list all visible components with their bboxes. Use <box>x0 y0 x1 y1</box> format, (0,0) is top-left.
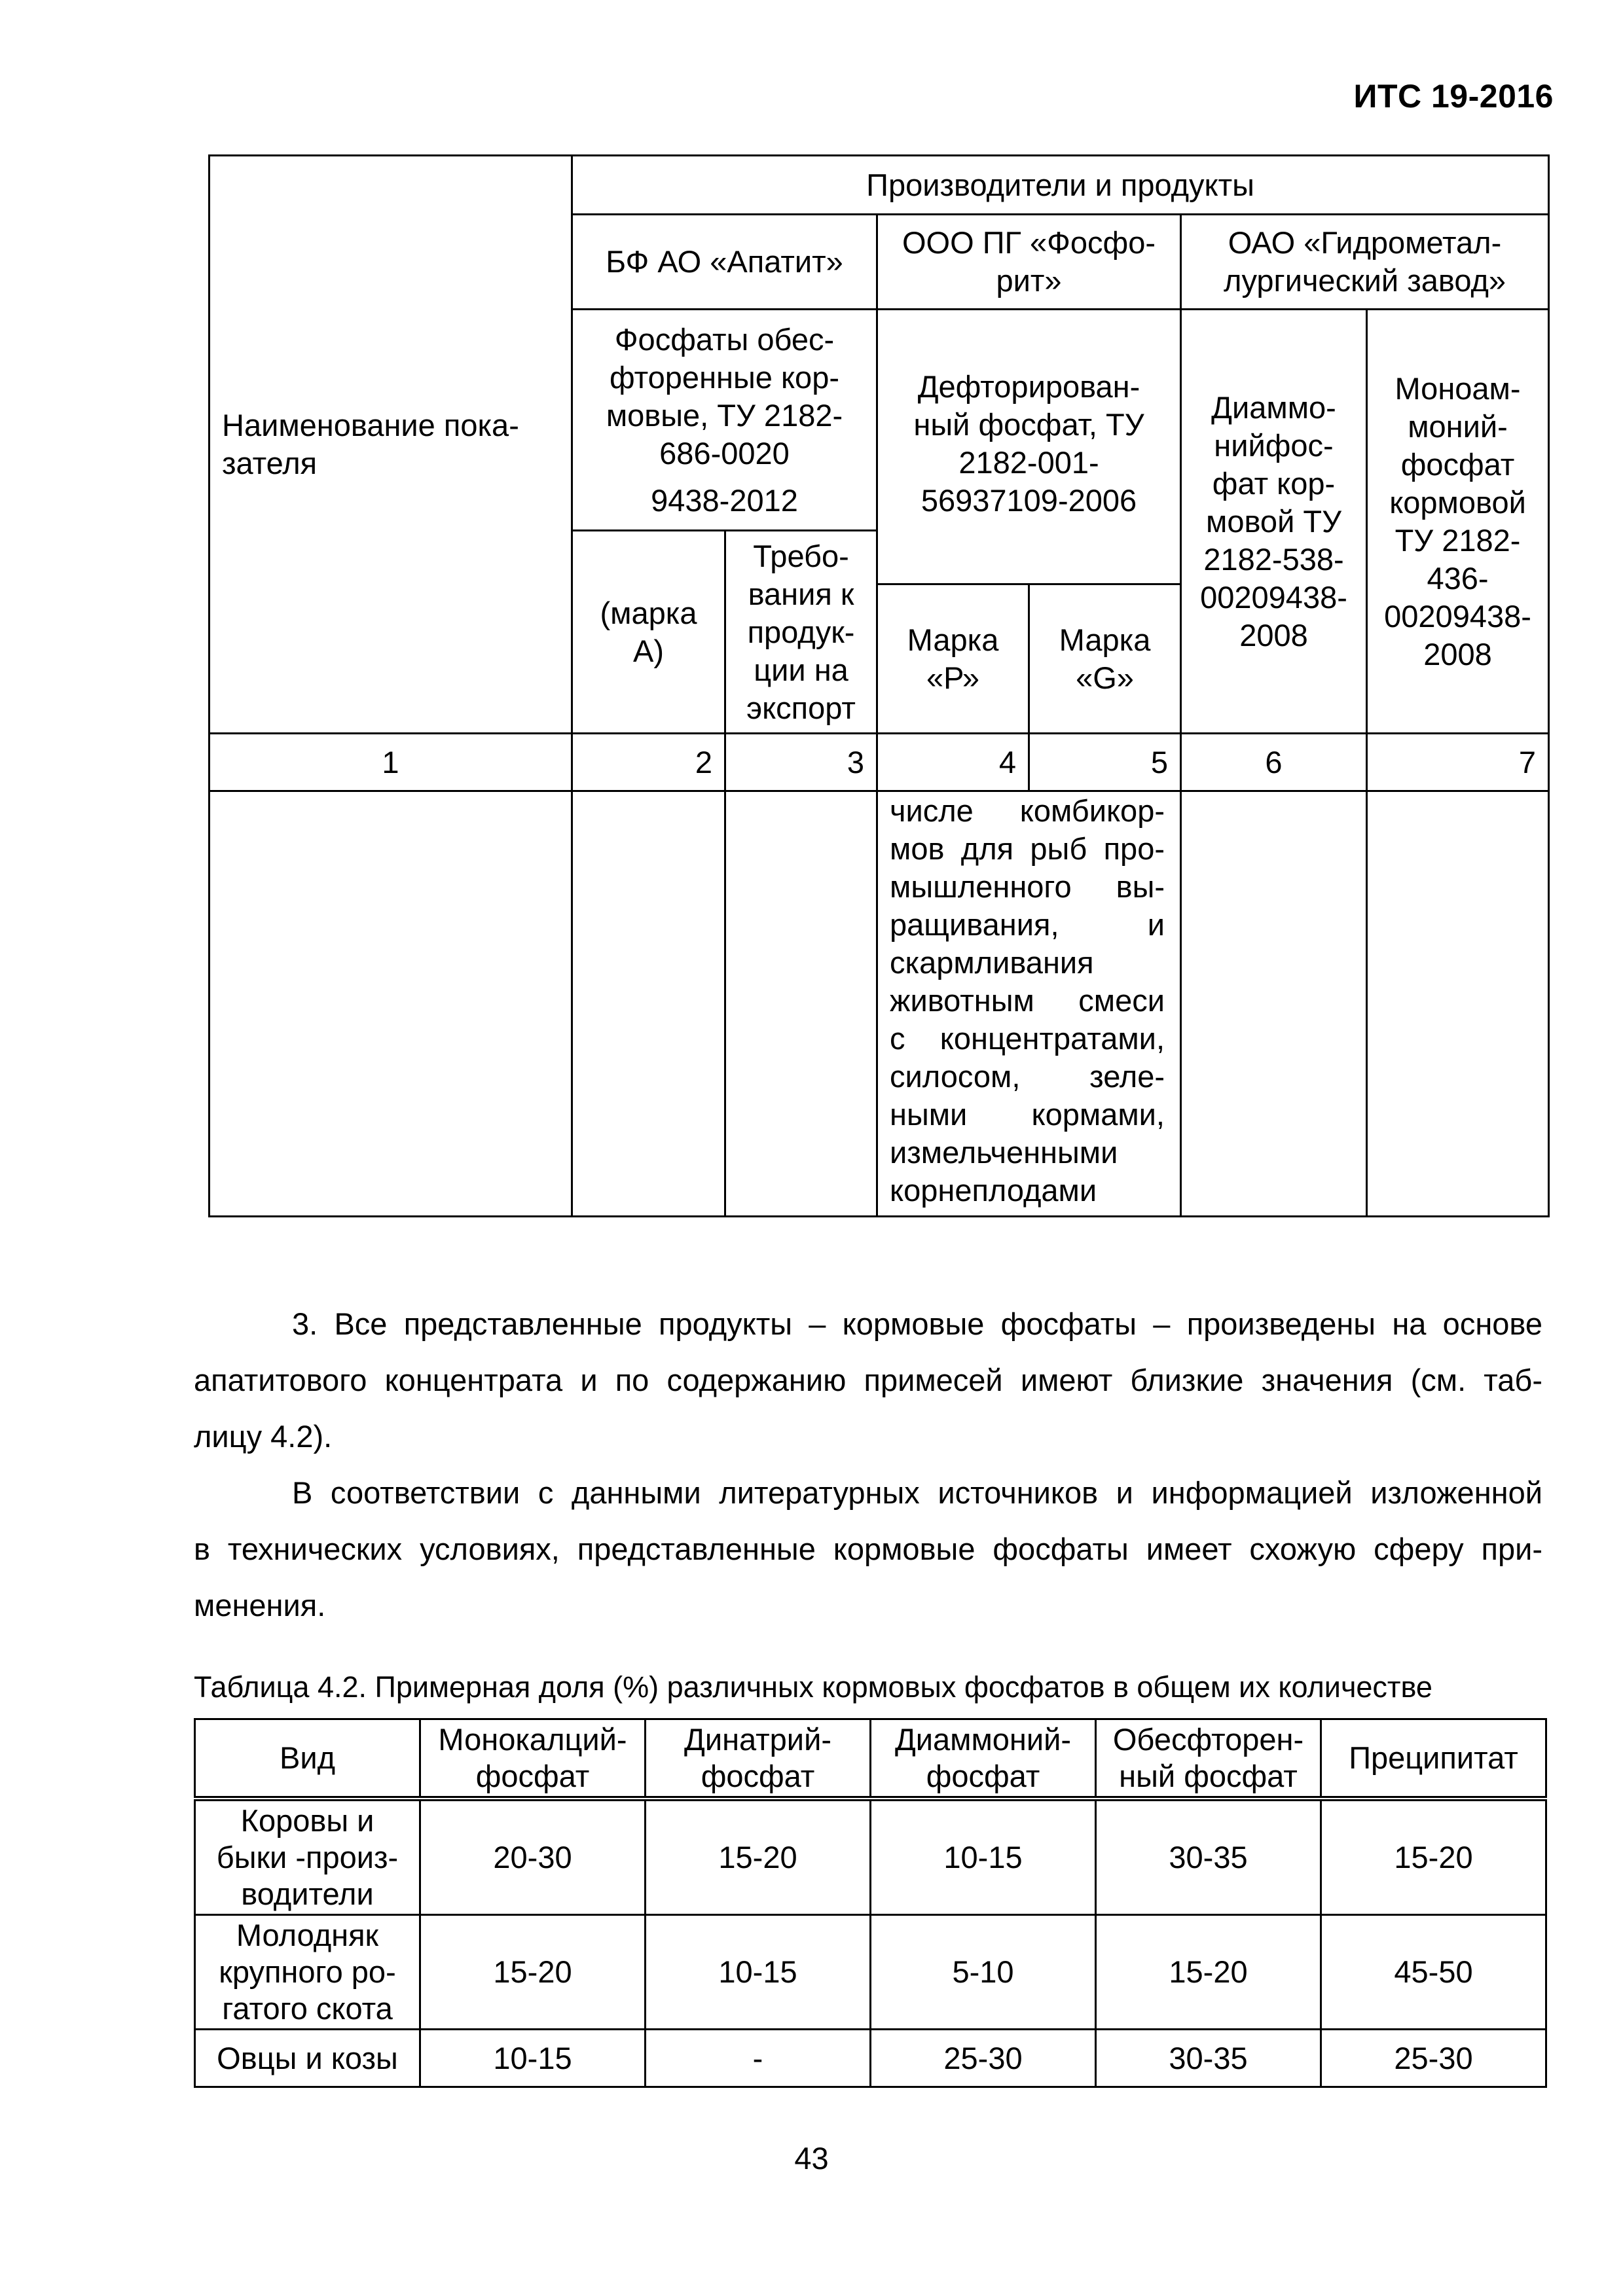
table-cell <box>1367 791 1549 1217</box>
row-label: Молодняк крупного ро- гатого скота <box>195 1915 420 2030</box>
grade-apatit-export: Требо- вания к продук- ции на экспорт <box>725 531 877 734</box>
column-header: Обесфторен- ный фосфат <box>1096 1719 1321 1799</box>
product-fosforit: Дефторирован- ный фосфат, ТУ 2182-001- 56937109-2006 <box>877 310 1181 584</box>
column-header: Монокалций- фосфат <box>420 1719 646 1799</box>
table-cell: 45-50 <box>1321 1915 1546 2030</box>
grade-apatit-a: (марка А) <box>572 531 725 734</box>
table-cell: 15-20 <box>1096 1915 1321 2030</box>
column-number: 4 <box>877 734 1029 791</box>
document-code: ИТС 19-2016 <box>1353 78 1554 115</box>
table-cell: 10-15 <box>871 1799 1096 1915</box>
column-header: Преципитат <box>1321 1719 1546 1799</box>
table-cell: 25-30 <box>871 2030 1096 2087</box>
table-cell <box>1181 791 1367 1217</box>
table-cell: 5-10 <box>871 1915 1096 2030</box>
producer-apatit: БФ АО «Апатит» <box>572 215 877 310</box>
table-body-row <box>210 791 1549 1217</box>
column-number-row <box>210 734 1549 791</box>
page-number: 43 <box>794 2141 829 2176</box>
indicator-header: Наименование пока- зателя <box>210 156 572 734</box>
column-number: 5 <box>1029 734 1181 791</box>
phosphate-share-table <box>194 1718 1547 2088</box>
table-cell: 10-15 <box>646 1915 871 2030</box>
product-apatit: Фосфаты обес- фторенные кор- мовые, ТУ 2182- 686-0020 9438-2012 <box>572 310 877 531</box>
table-cell: 25-30 <box>1321 2030 1546 2087</box>
table-caption: Таблица 4.2. Примерная доля (%) различных кормовых фосфатов в общем их количестве <box>194 1670 1432 1704</box>
table-cell <box>725 791 877 1217</box>
body-text-cell: числе комбикор- мов для рыб про- мышленного вы- ращивания, и скармливания животным смеси с концентратами, силосом, зеле- ными кормами, измельченными корнеплодами <box>877 791 1181 1217</box>
table-row <box>195 1799 1546 1915</box>
product-gmz-map: Моноам- моний- фосфат кормовой ТУ 2182- 436- 00209438- 2008 <box>1367 310 1549 734</box>
column-number: 1 <box>210 734 572 791</box>
grade-fosforit-g: Марка «G» <box>1029 584 1181 734</box>
row-label: Коровы и быки -произ- водители <box>195 1799 420 1915</box>
table-cell: 15-20 <box>646 1799 871 1915</box>
producer-fosforit: ООО ПГ «Фосфо- рит» <box>877 215 1181 310</box>
column-header: Диаммоний- фосфат <box>871 1719 1096 1799</box>
table-cell: 30-35 <box>1096 1799 1321 1915</box>
table-cell <box>572 791 725 1217</box>
table-header-row <box>195 1719 1546 1799</box>
column-number: 2 <box>572 734 725 791</box>
table-cell: 15-20 <box>420 1915 646 2030</box>
table-cell: 20-30 <box>420 1799 646 1915</box>
column-number: 3 <box>725 734 877 791</box>
column-number: 6 <box>1181 734 1367 791</box>
column-header: Вид <box>195 1719 420 1799</box>
column-header: Динатрий- фосфат <box>646 1719 871 1799</box>
paragraph-2: В соответствии с данными литературных источников и информацией изложенной в технических условиях, представленные кормовые фосфаты имеет схожую сферу при- менения. <box>194 1475 1542 1623</box>
table-row <box>195 1915 1546 2030</box>
producers-table <box>208 154 1550 1217</box>
table-row <box>195 2030 1546 2087</box>
product-gmz-dap: Диаммо- нийфос- фат кор- мовой ТУ 2182-538- 00209438- 2008 <box>1181 310 1367 734</box>
column-number: 7 <box>1367 734 1549 791</box>
table-cell: 15-20 <box>1321 1799 1546 1915</box>
table-cell: 10-15 <box>420 2030 646 2087</box>
paragraph-1: 3. Все представленные продукты – кормовые фосфаты – произведены на основе апатитового концентрата и по содержанию примесей имеют близкие значения (см. таб- лицу 4.2). <box>194 1306 1542 1454</box>
table-cell: 30-35 <box>1096 2030 1321 2087</box>
table-cell <box>210 791 572 1217</box>
table-cell: - <box>646 2030 871 2087</box>
producers-header: Производители и продукты <box>572 156 1549 215</box>
row-label: Овцы и козы <box>195 2030 420 2087</box>
producer-gmz: ОАО «Гидрометал- лургический завод» <box>1181 215 1549 310</box>
grade-fosforit-p: Марка «Р» <box>877 584 1029 734</box>
